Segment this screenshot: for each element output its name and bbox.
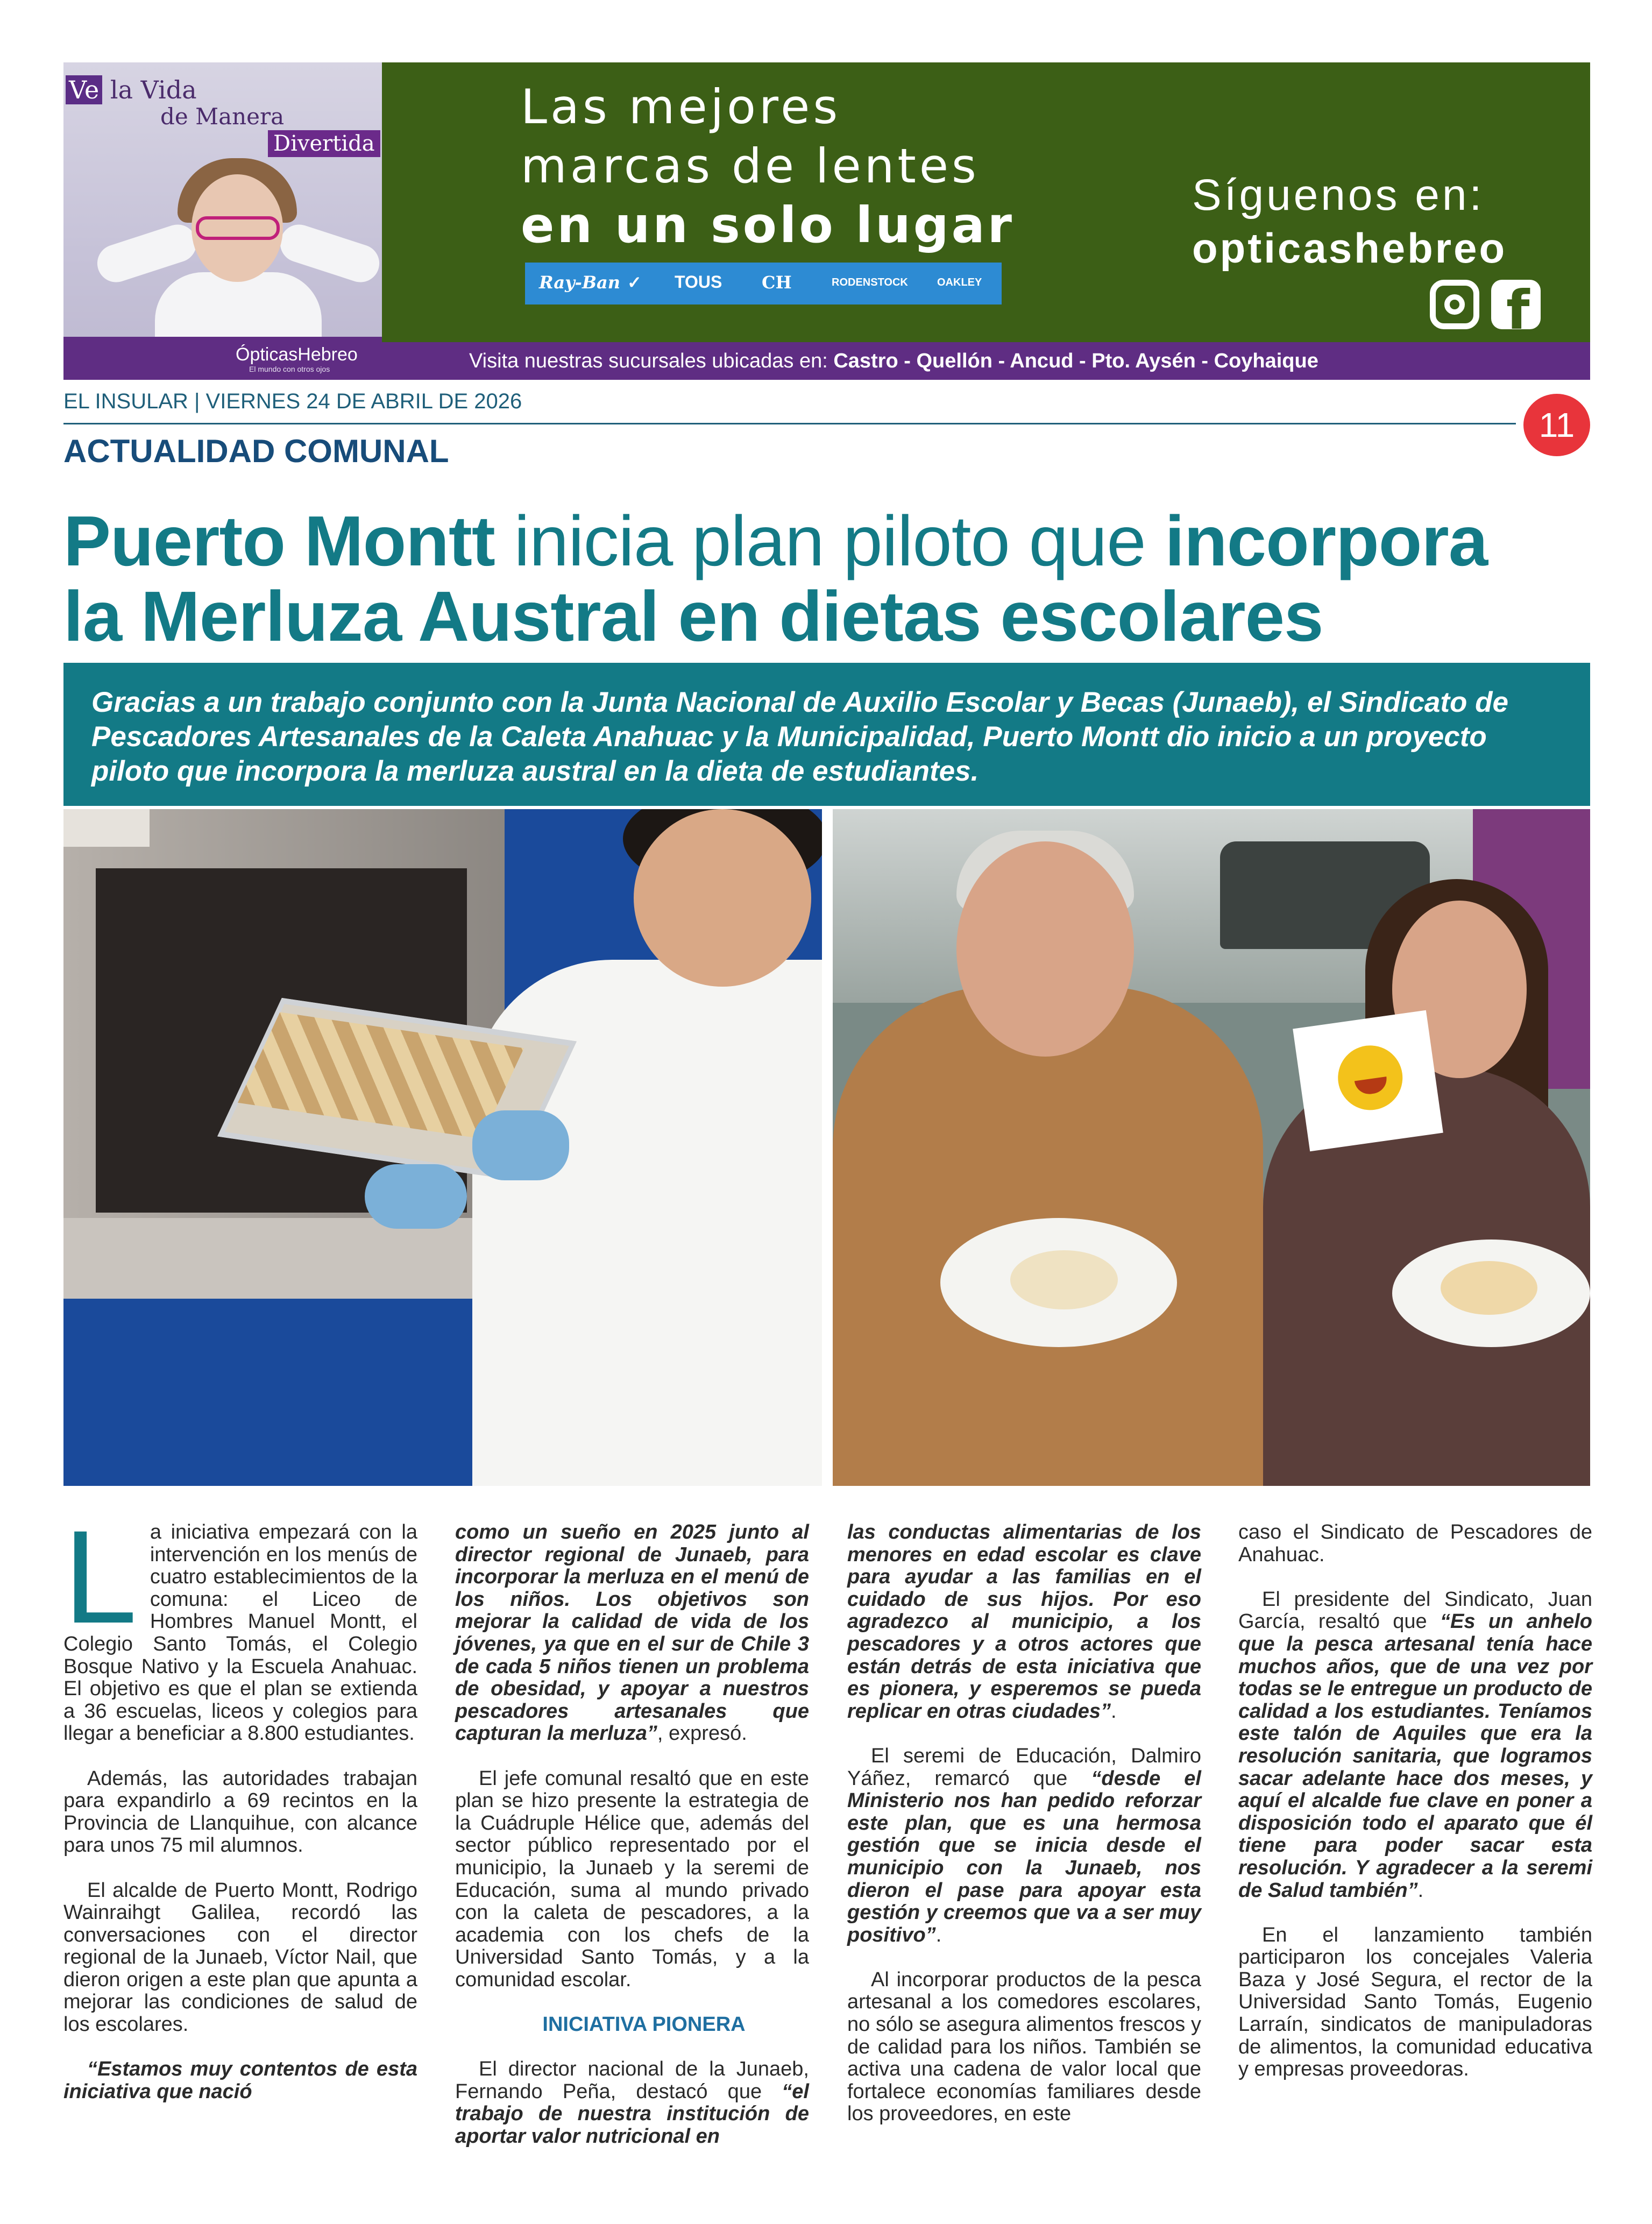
paragraph: El seremi de Educación, Dalmiro Yáñez, remarcó que “desde el Ministerio nos han pedido reforzar este plan, que es una hermosa gestión que se inicia desde el municipio con la Junaeb, nos dieron el pase para apoyar esta gestión y creemos que va a ser muy positivo”. [847, 1744, 1201, 1946]
deck-text: Gracias a un trabajo conjunto con la Junta Nacional de Auxilio Escolar y Becas (Junaeb), el Sindicato de Pescadores Artesanales de la Caleta Anahuac y la Municipalidad, Puerto Montt dio inicio a un proyecto piloto que incorpora la merluza austral en la dieta de estudiantes. [91, 686, 1509, 787]
paragraph-quote-cont: como un sueño en 2025 junto al director regional de Junaeb, para incorporar la merluza en el menú de los niños. Los objetivos son mejorar la calidad de vida de los jóvenes, ya que en el sur de Chile 3 de cada 5 niños tienen un problema de obesidad, y apoyar a nuestros pescadores artesanales que capturan la merluza”, expresó. [455, 1521, 809, 1745]
headline-part: la Merluza Austral en dietas escolares [63, 577, 1323, 656]
paragraph-cont: caso el Sindicato de Pescadores de Anahuac. [1238, 1521, 1592, 1566]
article-column-3 [847, 1521, 1201, 2126]
dateline: EL INSULAR | VIERNES 24 DE ABRIL DE 2026 [63, 389, 522, 413]
instagram-icon[interactable] [1430, 280, 1479, 329]
subheading: INICIATIVA PIONERA [542, 2013, 746, 2036]
paragraph: La iniciativa empezará con la intervención en los menús de cuatro establecimientos de la comuna: el Liceo de Hombres Manuel Montt, el Colegio Santo Tomás, el Colegio Bosque Nativo y la Escuela Anahuac. El objetivo es que el plan se extienda a 36 escuelas, liceos y colegios para llegar a beneficiar a 8.800 estudiantes. [63, 1503, 417, 1745]
plates-stack [63, 809, 150, 847]
smiley-sign [1293, 1010, 1443, 1152]
paragraph: El presidente del Sindicato, Juan García, resaltó que “Es un anhelo que la pesca artesanal tenía hace muchos años, que de una vez por todas se le entregue un producto de calidad a los estudiantes. Teníamos este talón de Aquiles que era la resolución sanitaria, que logramos sacar adelante hace dos meses, y aquí el alcalde fue clave en poner a disposición todo el aparato que él tiene para poder sacar esta resolución. Y agradecer a la seremi de Salud también”. [1238, 1588, 1592, 1902]
glasses-icon [196, 216, 280, 240]
paragraph: Al incorporar productos de la pesca artesanal a los comedores escolares, no sólo se asegura alimentos frescos y de calidad para los niños. También se activa una cadena de valor local que fortalece economías familiares desde los proveedores, en este [847, 1968, 1201, 2126]
article-deck [63, 663, 1590, 806]
brand-nike: ✓ [627, 273, 642, 292]
facebook-icon[interactable]: f [1491, 280, 1541, 329]
ad-tagline-1: Ve la Vida [66, 75, 197, 104]
paragraph: En el lanzamiento también participaron los concejales Valeria Baza y José Segura, el rector de la Universidad Santo Tomás, Eugenio Larraín, sindicatos de manipuladoras de alimentos, la comunidad educativa y empresas proveedoras. [1238, 1923, 1592, 2081]
paragraph: El director nacional de la Junaeb, Fernando Peña, destacó que “el trabajo de nuestra institución de aportar valor nutricional en [455, 2058, 809, 2148]
paragraph: El alcalde de Puerto Montt, Rodrigo Wainraihgt Galilea, recordó las conversaciones con el director regional de la Junaeb, Víctor Nail, que dieron origen a este plan que apunta a mejorar las condiciones de salud de los escolares. [63, 1879, 417, 2036]
drop-cap: L [63, 1503, 137, 1651]
article-headline [63, 501, 1602, 656]
paragraph-quote: “Estamos muy contentos de esta iniciativa que nació [63, 2058, 417, 2103]
article-column-2 [455, 1521, 809, 2148]
paragraph: Además, las autoridades trabajan para expandirlo a 69 recintos en la Provincia de Llanquihue, con alcance para unos 75 mil alumnos. [63, 1767, 417, 1857]
glove-hand [365, 1164, 467, 1229]
brand-oakley: OAKLEY [937, 277, 982, 288]
brand-rayban: Ray-Ban [539, 272, 620, 293]
follow-label: Síguenos en: [1192, 171, 1485, 219]
photo-chef-oven [63, 809, 822, 1486]
ad-headline-line-3: en un solo lugar [521, 196, 1015, 254]
photo-tasting [833, 809, 1590, 1486]
chef-face [634, 809, 811, 987]
paragraph-quote-cont: las conductas alimentarias de los menores en edad escolar es clave para ayudar a las familias en el cuidado de sus hijos. Por eso agradezco al municipio, a los pescadores y a otros actores que están detrás de esta iniciativa que es pionera, y esperemos se pueda replicar en otras ciudades”. [847, 1521, 1201, 1723]
ad-photo-girl [63, 62, 382, 380]
headline-part: inicia plan piloto que [494, 501, 1165, 580]
brand-tous: TOUS [675, 272, 722, 292]
fish-portion [1441, 1261, 1537, 1315]
headline-part: incorpora [1165, 501, 1488, 580]
ad-tagline-2: de Manera [160, 103, 285, 130]
advertisement-banner[interactable] [63, 62, 1590, 380]
ad-logo-bar [63, 337, 382, 380]
ad-headline [521, 77, 1015, 255]
branches-text: Visita nuestras sucursales ubicadas en: Castro - Quellón - Ancud - Pto. Aysén - Coyhaique [469, 350, 1318, 372]
social-handle[interactable]: opticashebreo [1192, 224, 1507, 272]
ad-headline-line-1: Las mejores [521, 79, 841, 134]
brand-ch: CH [762, 272, 792, 293]
headline-part: Puerto Montt [63, 501, 495, 580]
fish-portion [1010, 1250, 1118, 1309]
article-column-1 [63, 1503, 417, 2103]
glove-hand [472, 1110, 569, 1180]
page-number-badge: 11 [1523, 394, 1590, 456]
header-divider [63, 423, 1516, 424]
paragraph: El jefe comunal resaltó que en este plan se hizo presente la estrategia de la Cuádruple Hélice que, además del sector público representado por el municipio, la Junaeb y la seremi de Educación, suma al mundo privado con la caleta de pescadores, a la academia con los chefs de la Universidad Santo Tomás, y a la comunidad escolar. [455, 1767, 809, 1991]
brand-logo: ÓpticasHebreo [236, 344, 358, 365]
oven-door [63, 1218, 505, 1299]
article-column-4 [1238, 1521, 1592, 2081]
brand-rodenstock: RODENSTOCK [832, 277, 908, 288]
ad-branches-bar [382, 342, 1590, 380]
smiley-icon [1334, 1042, 1407, 1115]
ad-tagline-3: Divertida [268, 130, 380, 157]
brand-logos-strip [525, 263, 1002, 304]
ad-headline-line-2: marcas de lentes [521, 138, 980, 194]
brand-slogan: El mundo con otros ojos [249, 365, 330, 373]
ad-social-follow [1192, 170, 1507, 273]
section-title: ACTUALIDAD COMUNAL [63, 433, 449, 469]
man-face [956, 841, 1134, 1057]
